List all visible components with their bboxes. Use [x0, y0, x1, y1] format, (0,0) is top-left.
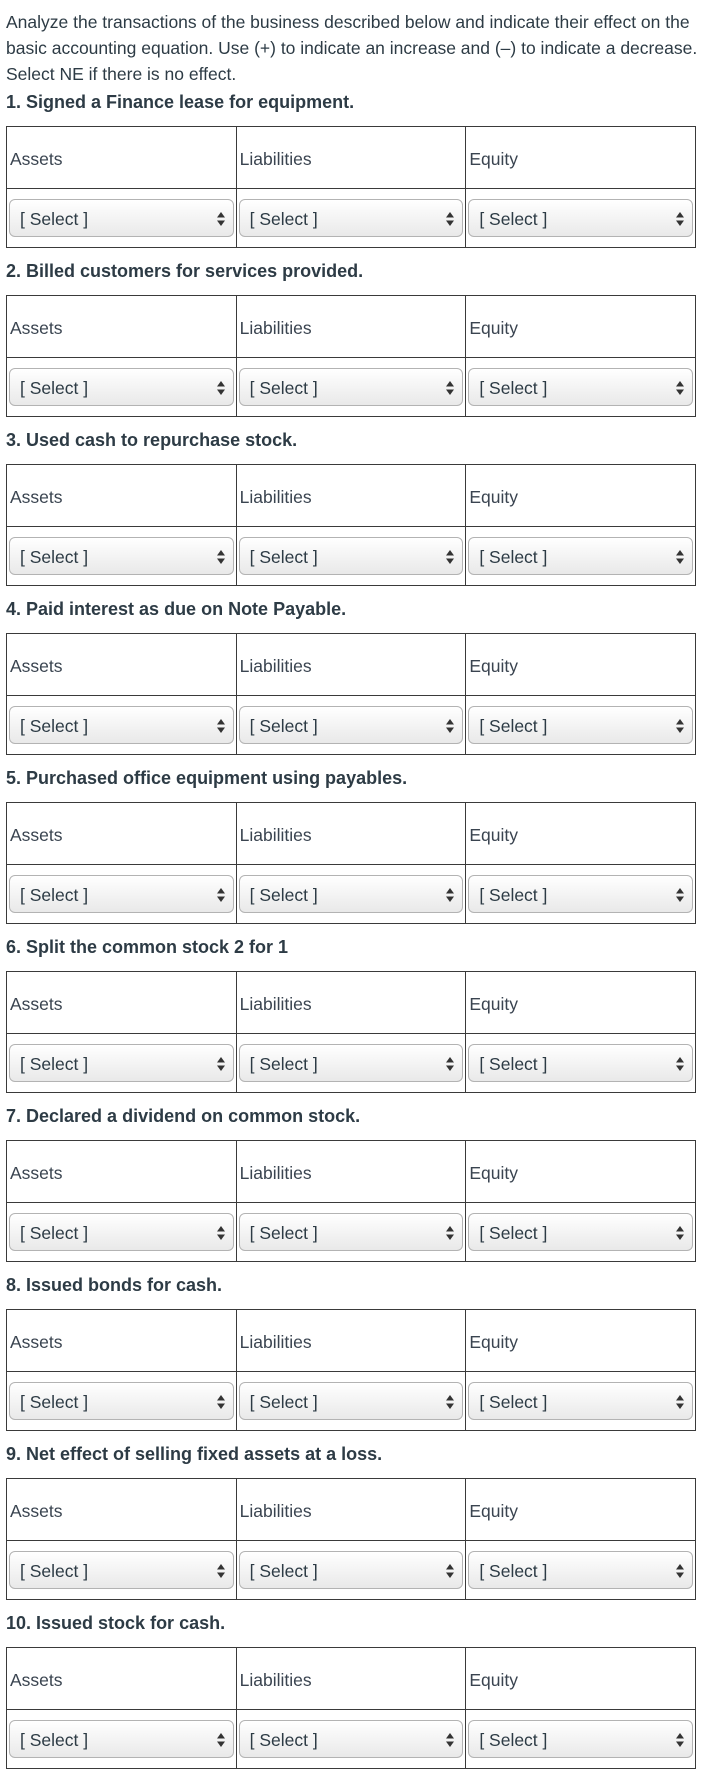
question-block [6, 1105, 696, 1243]
column-header-assets: Assets [7, 972, 237, 1034]
select-arrows-icon [676, 549, 684, 565]
select-arrows-icon [676, 1732, 684, 1748]
effect-table [6, 1478, 696, 1600]
select-arrows-icon [446, 718, 454, 734]
assets-select[interactable] [9, 1551, 234, 1589]
assets-select[interactable] [9, 875, 234, 913]
select-value: [ Select ] [479, 209, 548, 229]
question-block [6, 1443, 696, 1581]
liabilities-select[interactable] [239, 875, 464, 913]
assets-select[interactable] [9, 1720, 234, 1758]
column-header-liabilities: Liabilities [236, 296, 466, 358]
select-arrows-icon [217, 887, 225, 903]
column-header-equity: Equity [466, 803, 696, 865]
select-value: [ Select ] [20, 209, 89, 229]
liabilities-select[interactable] [239, 368, 464, 406]
select-value: [ Select ] [20, 716, 89, 736]
select-value: [ Select ] [20, 1561, 89, 1581]
question-title: 5. Purchased office equipment using payables. [6, 768, 408, 788]
question-title: 3. Used cash to repurchase stock. [6, 430, 298, 450]
question-block [6, 936, 696, 1074]
column-header-liabilities: Liabilities [236, 972, 466, 1034]
question-block [6, 429, 696, 567]
column-header-liabilities: Liabilities [236, 634, 466, 696]
effect-table [6, 633, 696, 755]
select-value: [ Select ] [249, 716, 318, 736]
column-header-liabilities: Liabilities [236, 465, 466, 527]
select-arrows-icon [446, 1394, 454, 1410]
select-value: [ Select ] [249, 1561, 318, 1581]
select-value: [ Select ] [479, 716, 548, 736]
effect-table [6, 1647, 696, 1769]
select-arrows-icon [217, 380, 225, 396]
select-arrows-icon [676, 211, 684, 227]
liabilities-select[interactable] [239, 1213, 464, 1251]
question-block [6, 260, 696, 398]
select-arrows-icon [217, 549, 225, 565]
assets-select[interactable] [9, 199, 234, 237]
liabilities-select[interactable] [239, 1551, 464, 1589]
select-value: [ Select ] [20, 378, 89, 398]
equity-select[interactable] [468, 875, 693, 913]
select-arrows-icon [446, 380, 454, 396]
equity-select[interactable] [468, 1044, 693, 1082]
column-header-liabilities: Liabilities [236, 1479, 466, 1541]
liabilities-select[interactable] [239, 706, 464, 744]
column-header-equity: Equity [466, 1648, 696, 1710]
select-arrows-icon [446, 887, 454, 903]
column-header-equity: Equity [466, 1141, 696, 1203]
equity-select[interactable] [468, 706, 693, 744]
select-value: [ Select ] [479, 378, 548, 398]
liabilities-select[interactable] [239, 537, 464, 575]
column-header-assets: Assets [7, 296, 237, 358]
effect-table [6, 1140, 696, 1262]
select-value: [ Select ] [20, 1730, 89, 1750]
select-arrows-icon [446, 211, 454, 227]
column-header-equity: Equity [466, 972, 696, 1034]
effect-table [6, 295, 696, 417]
select-arrows-icon [217, 1563, 225, 1579]
select-arrows-icon [217, 1394, 225, 1410]
question-title: 10. Issued stock for cash. [6, 1613, 226, 1633]
select-arrows-icon [676, 1394, 684, 1410]
liabilities-select[interactable] [239, 1044, 464, 1082]
effect-table [6, 1309, 696, 1431]
select-value: [ Select ] [479, 1730, 548, 1750]
select-value: [ Select ] [249, 1392, 318, 1412]
equity-select[interactable] [468, 1720, 693, 1758]
assets-select[interactable] [9, 706, 234, 744]
effect-table [6, 971, 696, 1093]
column-header-assets: Assets [7, 803, 237, 865]
select-arrows-icon [217, 1056, 225, 1072]
liabilities-select[interactable] [239, 199, 464, 237]
select-arrows-icon [676, 380, 684, 396]
question-block [6, 91, 696, 229]
question-title: 4. Paid interest as due on Note Payable. [6, 599, 347, 619]
column-header-liabilities: Liabilities [236, 1648, 466, 1710]
select-value: [ Select ] [479, 1392, 548, 1412]
column-header-liabilities: Liabilities [236, 127, 466, 189]
select-value: [ Select ] [249, 378, 318, 398]
select-value: [ Select ] [249, 547, 318, 567]
select-value: [ Select ] [249, 209, 318, 229]
column-header-equity: Equity [466, 1310, 696, 1372]
equity-select[interactable] [468, 537, 693, 575]
select-arrows-icon [676, 1563, 684, 1579]
column-header-assets: Assets [7, 1648, 237, 1710]
select-arrows-icon [676, 1225, 684, 1241]
equity-select[interactable] [468, 368, 693, 406]
column-header-assets: Assets [7, 127, 237, 189]
question-title: 9. Net effect of selling fixed assets at a loss. [6, 1444, 383, 1464]
select-arrows-icon [676, 1056, 684, 1072]
select-value: [ Select ] [20, 547, 89, 567]
equity-select[interactable] [468, 1382, 693, 1420]
select-value: [ Select ] [479, 547, 548, 567]
column-header-liabilities: Liabilities [236, 803, 466, 865]
select-value: [ Select ] [20, 1054, 89, 1074]
column-header-equity: Equity [466, 1479, 696, 1541]
select-value: [ Select ] [479, 1054, 548, 1074]
column-header-assets: Assets [7, 1141, 237, 1203]
question-block [6, 598, 696, 736]
select-arrows-icon [217, 718, 225, 734]
question-block [6, 1612, 696, 1750]
question-title: 6. Split the common stock 2 for 1 [6, 937, 289, 957]
select-arrows-icon [446, 1225, 454, 1241]
select-value: [ Select ] [479, 1561, 548, 1581]
select-value: [ Select ] [249, 1054, 318, 1074]
liabilities-select[interactable] [239, 1720, 464, 1758]
instructions-text: Analyze the transactions of the business described below and indicate their effect on the basic accounting equation. Use (+) to indicate an increase and (–) to indicate a decrease. Select NE if there is no effect. [6, 12, 698, 84]
equity-select[interactable] [468, 1551, 693, 1589]
column-header-assets: Assets [7, 465, 237, 527]
select-arrows-icon [676, 718, 684, 734]
assets-select[interactable] [9, 1382, 234, 1420]
select-value: [ Select ] [249, 885, 318, 905]
assets-select[interactable] [9, 1044, 234, 1082]
effect-table [6, 464, 696, 586]
question-title: 8. Issued bonds for cash. [6, 1275, 223, 1295]
select-arrows-icon [446, 549, 454, 565]
effect-table [6, 802, 696, 924]
select-arrows-icon [446, 1563, 454, 1579]
assets-select[interactable] [9, 1213, 234, 1251]
assets-select[interactable] [9, 537, 234, 575]
question-title: 1. Signed a Finance lease for equipment. [6, 92, 355, 112]
select-value: [ Select ] [479, 1223, 548, 1243]
select-value: [ Select ] [20, 1392, 89, 1412]
select-arrows-icon [446, 1056, 454, 1072]
column-header-equity: Equity [466, 296, 696, 358]
select-value: [ Select ] [249, 1223, 318, 1243]
select-value: [ Select ] [20, 1223, 89, 1243]
equity-select[interactable] [468, 199, 693, 237]
column-header-equity: Equity [466, 127, 696, 189]
question-block [6, 1274, 696, 1412]
column-header-assets: Assets [7, 634, 237, 696]
liabilities-select[interactable] [239, 1382, 464, 1420]
question-title: 2. Billed customers for services provided. [6, 261, 364, 281]
question-block [6, 767, 696, 905]
effect-table [6, 126, 696, 248]
column-header-equity: Equity [466, 634, 696, 696]
select-arrows-icon [217, 1225, 225, 1241]
column-header-assets: Assets [7, 1479, 237, 1541]
select-arrows-icon [676, 887, 684, 903]
assets-select[interactable] [9, 368, 234, 406]
select-value: [ Select ] [249, 1730, 318, 1750]
select-arrows-icon [217, 211, 225, 227]
equity-select[interactable] [468, 1213, 693, 1251]
column-header-liabilities: Liabilities [236, 1141, 466, 1203]
question-title: 7. Declared a dividend on common stock. [6, 1106, 361, 1126]
column-header-equity: Equity [466, 465, 696, 527]
column-header-liabilities: Liabilities [236, 1310, 466, 1372]
select-value: [ Select ] [20, 885, 89, 905]
select-arrows-icon [446, 1732, 454, 1748]
column-header-assets: Assets [7, 1310, 237, 1372]
select-arrows-icon [217, 1732, 225, 1748]
select-value: [ Select ] [479, 885, 548, 905]
